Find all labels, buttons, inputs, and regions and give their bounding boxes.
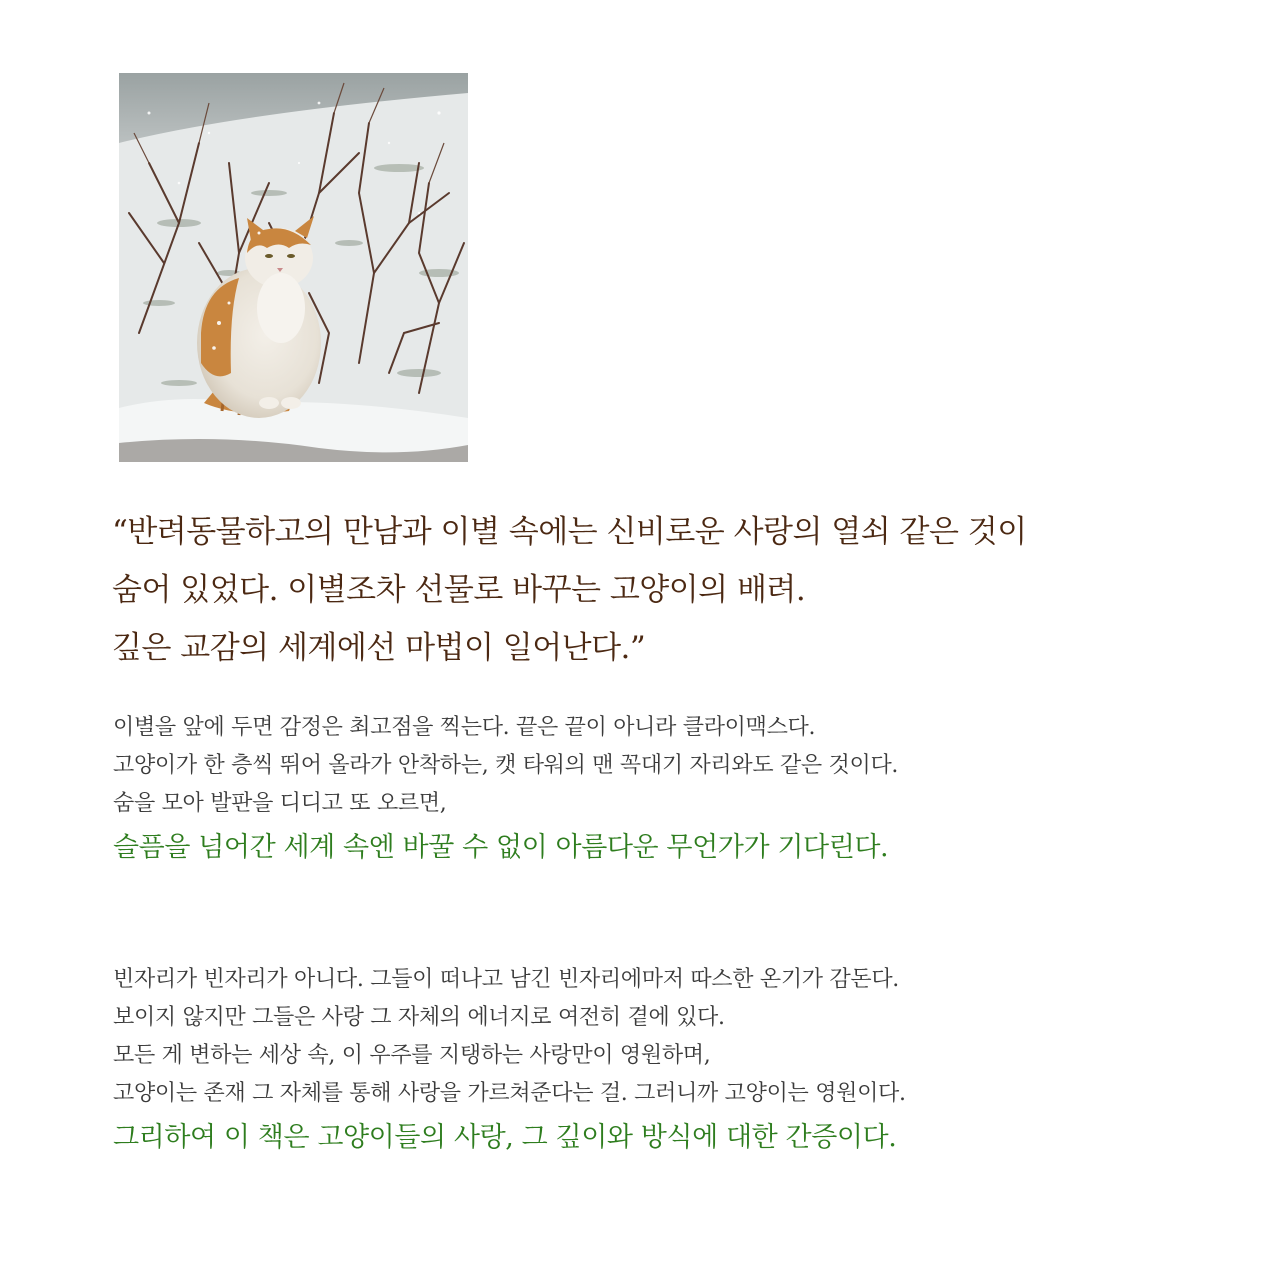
paragraph-2 [113, 961, 1233, 1163]
cat-in-snow-photo [119, 73, 468, 462]
paragraph-line: 빈자리가 빈자리가 아니다. 그들이 떠나고 남긴 빈자리에마저 따스한 온기가 감돈다. [113, 967, 899, 992]
paragraph-line: 이별을 앞에 두면 감정은 최고점을 찍는다. 끝은 끝이 아니라 클라이맥스다. [113, 715, 816, 740]
quote-line: 숨어 있었다. 이별조차 선물로 바꾸는 고양이의 배려. [112, 572, 806, 608]
paragraph-highlight: 슬픔을 넘어간 세계 속엔 바꿀 수 없이 아름다운 무언가가 기다린다. [113, 832, 889, 863]
paragraph-line: 숨을 모아 발판을 디디고 또 오르면, [113, 791, 447, 816]
paragraph-line: 모든 게 변하는 세상 속, 이 우주를 지탱하는 사랑만이 영원하며, [113, 1043, 711, 1068]
quote-line: 깊은 교감의 세계에선 마법이 일어난다.” [112, 630, 646, 666]
paragraph-highlight: 그리하여 이 책은 고양이들의 사랑, 그 깊이와 방식에 대한 간증이다. [113, 1122, 897, 1153]
paragraph-line: 고양이가 한 층씩 뛰어 올라가 안착하는, 캣 타워의 맨 꼭대기 자리와도 같은 것이다. [113, 753, 899, 778]
paragraph-line: 보이지 않지만 그들은 사랑 그 자체의 에너지로 여전히 곁에 있다. [113, 1005, 725, 1030]
paragraph-line: 고양이는 존재 그 자체를 통해 사랑을 가르쳐준다는 걸. 그러니까 고양이는 영원이다. [113, 1081, 906, 1106]
cat-in-snow-icon [119, 73, 468, 462]
paragraph-1 [113, 709, 1233, 873]
quote-line: “반려동물하고의 만남과 이별 속에는 신비로운 사랑의 열쇠 같은 것이 [112, 514, 1027, 550]
featured-quote [112, 503, 1232, 677]
